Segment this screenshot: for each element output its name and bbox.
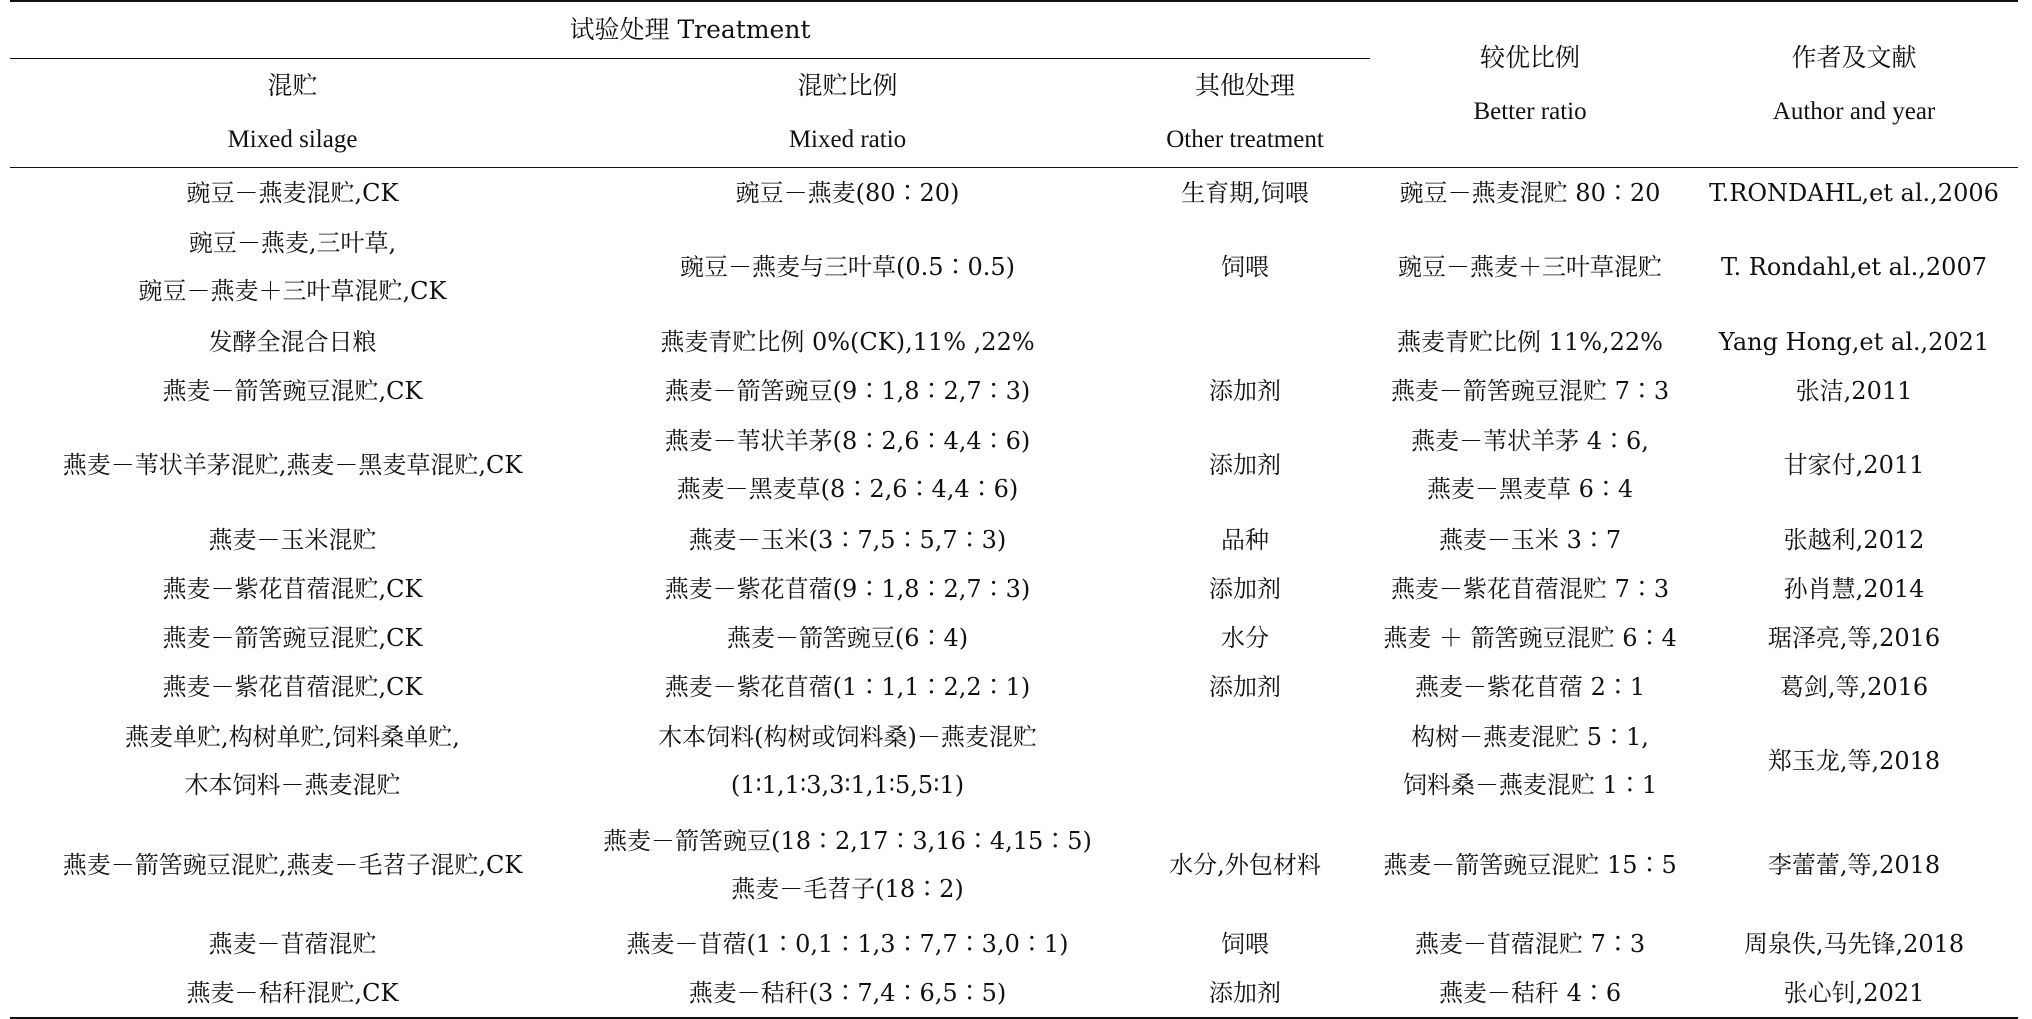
cell-better-ratio [1370,415,1690,515]
cell-text: T.RONDAHL,et al.,2006 [1709,178,1999,207]
cell-text: 周泉佚,马先锋,2018 [1743,929,1965,958]
cell-mixed-silage [10,662,575,711]
cell-mixed-ratio [575,613,1120,662]
cell-text: 添加剂 [1209,376,1282,405]
header-en: Mixed silage [227,126,358,153]
cell-line: 燕麦－紫花苜蓿 2∶1 [1414,672,1646,701]
cell-line: 燕麦－苇状羊茅混贮,燕麦－黑麦草混贮,CK [62,451,523,479]
cell-line: 燕麦青贮比例 11%,22% [1397,327,1663,356]
cell-mixed-silage [10,515,575,564]
table-row [10,217,2018,317]
header-en: Mixed ratio [788,126,907,153]
cell-better-ratio [1370,811,1690,919]
cell-line: 燕麦－紫花苜蓿(9∶1,8∶2,7∶3) [664,574,1031,603]
cell-better-ratio [1370,317,1690,366]
table-body [10,168,2018,1019]
cell-text: 孙肖慧,2014 [1783,574,1925,603]
cell-other-treatment [1120,168,1370,218]
cell-text: 水分,外包材料 [1169,851,1321,879]
cell-line: 燕麦－箭筈豌豆混贮,CK [162,623,423,652]
cell-text: 甘家付,2011 [1783,451,1925,479]
cell-other-treatment [1120,415,1370,515]
cell-text: 李蕾蕾,等,2018 [1767,851,1941,879]
cell-mixed-ratio [575,919,1120,968]
cell-mixed-ratio [575,662,1120,711]
header-en: Better ratio [1473,97,1587,125]
cell-mixed-ratio [575,168,1120,218]
header-mixed-ratio [575,59,1120,168]
cell-line: (1∶1,1∶3,3∶1,1∶5,5∶1) [730,771,965,799]
cell-line: 燕麦－玉米 3∶7 [1438,525,1622,554]
cell-text: 水分 [1221,623,1270,652]
cell-mixed-silage [10,317,575,366]
cell-mixed-ratio [575,217,1120,317]
table-row [10,564,2018,613]
cell-other-treatment [1120,711,1370,811]
table-row [10,613,2018,662]
cell-line: 燕麦－紫花苜蓿混贮,CK [162,672,423,701]
cell-mixed-ratio [575,317,1120,366]
cell-line: 燕麦－苜蓿混贮 7∶3 [1414,929,1646,958]
cell-author-year [1690,366,2018,415]
cell-line: 燕麦－紫花苜蓿(1∶1,1∶2,2∶1) [664,672,1031,701]
cell-mixed-silage [10,711,575,811]
cell-line: 燕麦－箭筈豌豆混贮 15∶5 [1383,851,1677,879]
cell-mixed-silage [10,415,575,515]
cell-text: 添加剂 [1209,672,1282,701]
cell-text: 饲喂 [1221,253,1270,281]
table-row [10,711,2018,811]
cell-better-ratio [1370,564,1690,613]
cell-other-treatment [1120,613,1370,662]
header-cn: 较优比例 [1480,42,1581,72]
cell-mixed-silage [10,168,575,218]
cell-line: 燕麦－箭筈豌豆混贮,CK [162,376,423,405]
cell-author-year [1690,564,2018,613]
cell-other-treatment [1120,515,1370,564]
cell-line: 燕麦－箭筈豌豆(18∶2,17∶3,16∶4,15∶5) [603,827,1092,855]
cell-mixed-ratio [575,968,1120,1018]
cell-line: 燕麦－苜蓿(1∶0,1∶1,3∶7,7∶3,0∶1) [626,929,1069,958]
cell-line: 豌豆－燕麦混贮 80∶20 [1399,178,1661,207]
cell-line: 豌豆－燕麦与三叶草(0.5∶0.5) [679,253,1016,281]
cell-line: 豌豆－燕麦(80∶20) [735,178,960,207]
cell-text: 郑玉龙,等,2018 [1767,747,1941,775]
cell-line: 发酵全混合日粮 [208,327,377,356]
cell-text: 添加剂 [1209,978,1282,1007]
cell-line: 燕麦－箭筈豌豆(9∶1,8∶2,7∶3) [664,376,1031,405]
cell-line: 燕麦－苇状羊茅(8∶2,6∶4,4∶6) [664,427,1031,455]
cell-better-ratio [1370,217,1690,317]
cell-text: 添加剂 [1209,451,1282,479]
table-row [10,811,2018,919]
cell-mixed-ratio [575,415,1120,515]
cell-line: 木本饲料－燕麦混贮 [184,771,401,799]
cell-mixed-ratio [575,515,1120,564]
cell-text: Yang Hong,et al.,2021 [1718,327,1990,356]
table-row [10,662,2018,711]
cell-text: 添加剂 [1209,574,1282,603]
cell-mixed-ratio [575,711,1120,811]
cell-better-ratio [1370,168,1690,218]
cell-line: 燕麦－毛苕子(18∶2) [731,875,964,903]
cell-better-ratio [1370,919,1690,968]
treatment-table [10,0,2018,1019]
cell-author-year [1690,811,2018,919]
cell-line: 燕麦单贮,构树单贮,饲料桑单贮, [125,723,460,751]
cell-line: 燕麦青贮比例 0%(CK),11% ,22% [660,327,1035,356]
header-en: Author and year [1772,97,1936,125]
cell-better-ratio [1370,366,1690,415]
cell-mixed-silage [10,564,575,613]
cell-author-year [1690,317,2018,366]
cell-line: 燕麦－玉米(3∶7,5∶5,7∶3) [688,525,1007,554]
cell-line: 燕麦－秸秆(3∶7,4∶6,5∶5) [688,978,1007,1007]
cell-mixed-silage [10,919,575,968]
header-en: Other treatment [1166,126,1324,153]
table-row [10,968,2018,1018]
cell-text: 葛剑,等,2016 [1779,672,1929,701]
cell-text: T. Rondahl,et al.,2007 [1721,253,1987,281]
cell-better-ratio [1370,613,1690,662]
header-mixed-silage [10,59,575,168]
cell-line: 燕麦－秸秆混贮,CK [186,978,399,1007]
table-row [10,317,2018,366]
cell-other-treatment [1120,811,1370,919]
cell-other-treatment [1120,564,1370,613]
cell-line: 燕麦－箭筈豌豆混贮 7∶3 [1390,376,1670,405]
cell-mixed-silage [10,811,575,919]
cell-line: 燕麦－玉米混贮 [208,525,377,554]
cell-other-treatment [1120,968,1370,1018]
cell-line: 燕麦－苜蓿混贮 [208,929,377,958]
table-row [10,919,2018,968]
cell-mixed-ratio [575,564,1120,613]
cell-author-year [1690,415,2018,515]
cell-author-year [1690,613,2018,662]
cell-other-treatment [1120,662,1370,711]
header-better-ratio [1370,1,1690,168]
cell-mixed-silage [10,613,575,662]
treatment-group-label: 试验处理 Treatment [569,15,811,44]
cell-line: 豌豆－燕麦＋三叶草混贮,CK [138,277,447,305]
cell-line: 燕麦－苇状羊茅 4∶6, [1411,427,1649,455]
cell-better-ratio [1370,968,1690,1018]
cell-line: 木本饲料(构树或饲料桑)－燕麦混贮 [658,723,1037,751]
cell-mixed-silage [10,968,575,1018]
cell-line: 燕麦－黑麦草(8∶2,6∶4,4∶6) [676,475,1019,503]
cell-mixed-ratio [575,366,1120,415]
cell-line: 豌豆－燕麦＋三叶草混贮 [1398,253,1663,281]
cell-author-year [1690,968,2018,1018]
cell-line: 燕麦－黑麦草 6∶4 [1426,475,1634,503]
cell-line: 豌豆－燕麦混贮,CK [186,178,399,207]
table-row [10,515,2018,564]
cell-line: 燕麦－紫花苜蓿混贮 7∶3 [1390,574,1670,603]
cell-other-treatment [1120,317,1370,366]
cell-author-year [1690,168,2018,218]
cell-mixed-silage [10,217,575,317]
table-row [10,168,2018,218]
cell-other-treatment [1120,366,1370,415]
cell-better-ratio [1370,711,1690,811]
cell-text: 饲喂 [1221,929,1270,958]
cell-text: 张心钊,2021 [1783,978,1925,1007]
cell-mixed-silage [10,366,575,415]
cell-line: 构树－燕麦混贮 5∶1, [1411,723,1649,751]
cell-other-treatment [1120,919,1370,968]
cell-text: 琚泽亮,等,2016 [1767,623,1941,652]
cell-author-year [1690,515,2018,564]
cell-better-ratio [1370,662,1690,711]
header-cn: 混贮 [267,71,318,100]
cell-mixed-ratio [575,811,1120,919]
table-row [10,415,2018,515]
cell-author-year [1690,662,2018,711]
cell-line: 豌豆－燕麦,三叶草, [188,229,397,257]
header-cn: 作者及文献 [1791,42,1917,72]
cell-line: 燕麦－箭筈豌豆混贮,燕麦－毛苕子混贮,CK [62,851,523,879]
cell-author-year [1690,711,2018,811]
cell-line: 饲料桑－燕麦混贮 1∶1 [1402,771,1658,799]
header-author [1690,1,2018,168]
cell-author-year [1690,919,2018,968]
cell-line: 燕麦－箭筈豌豆(6∶4) [726,623,969,652]
cell-text: 张洁,2011 [1795,376,1913,405]
cell-line: 燕麦－紫花苜蓿混贮,CK [162,574,423,603]
table-row [10,366,2018,415]
cell-better-ratio [1370,515,1690,564]
cell-author-year [1690,217,2018,317]
cell-text: 生育期,饲喂 [1181,178,1309,207]
header-cn: 其他处理 [1195,71,1296,100]
treatment-group-header [10,1,1370,59]
cell-line: 燕麦 ＋ 箭筈豌豆混贮 6∶4 [1383,623,1677,652]
cell-text: 张越利,2012 [1783,525,1925,554]
header-other-treatment [1120,59,1370,168]
header-cn: 混贮比例 [797,71,898,100]
cell-other-treatment [1120,217,1370,317]
cell-text: 品种 [1221,525,1270,554]
cell-line: 燕麦－秸秆 4∶6 [1438,978,1622,1007]
